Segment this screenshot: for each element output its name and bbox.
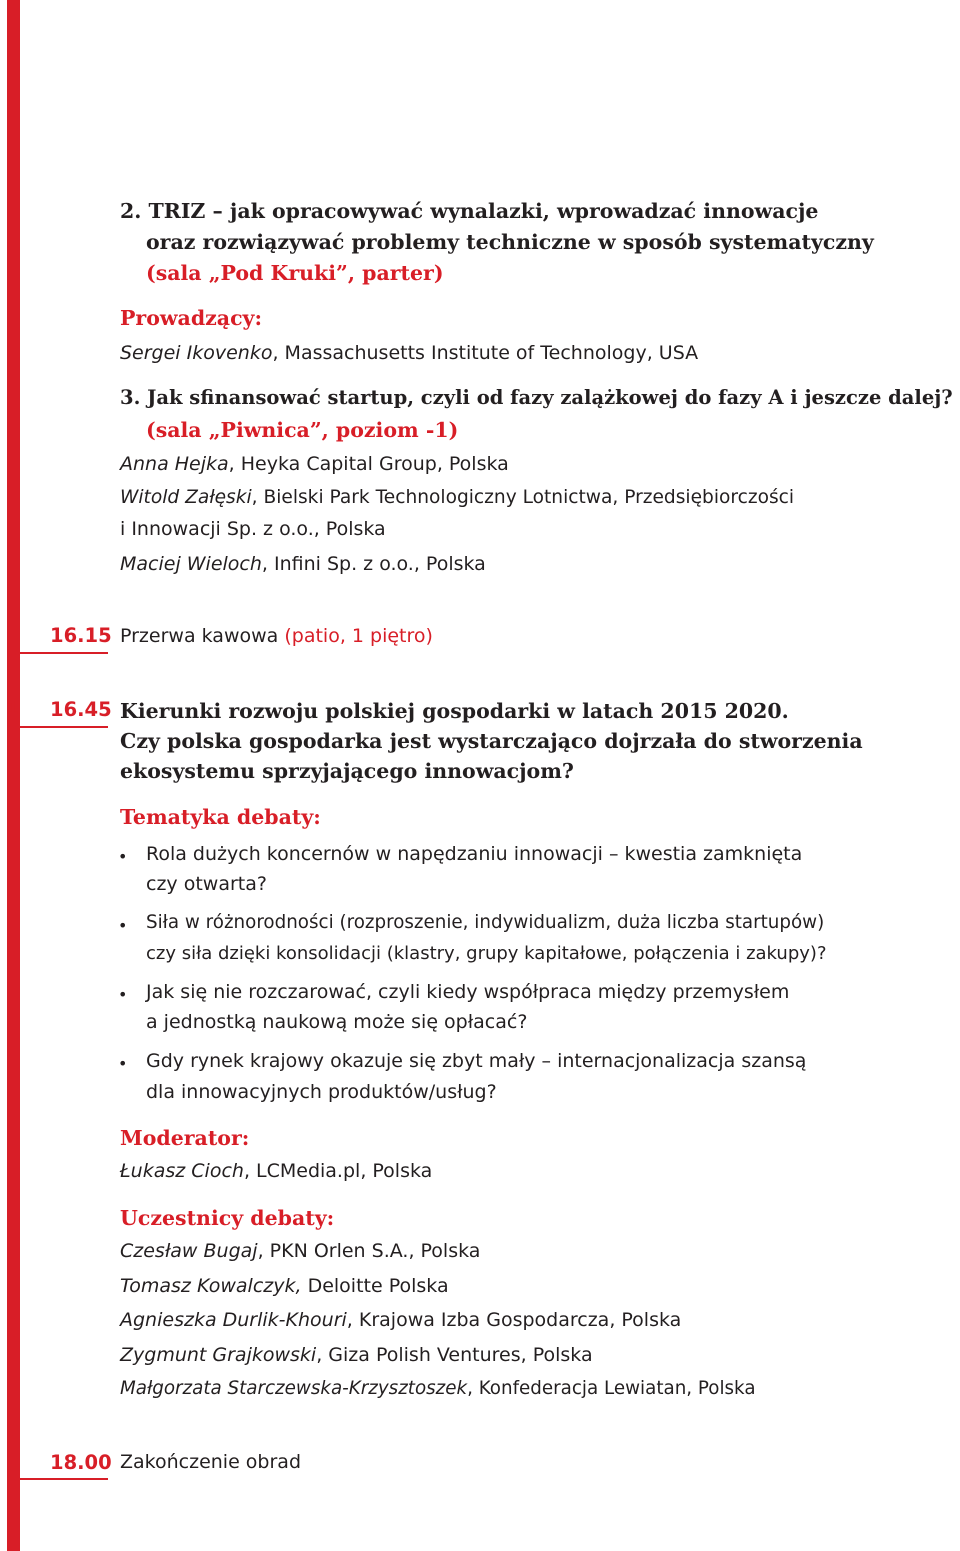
person-name: Łukasz Cioch (120, 1160, 244, 1182)
person-name: Małgorzata Starczewska-Krzysztoszek (120, 1378, 468, 1399)
topic-4-line2: dla innowacyjnych produktów/usług? (146, 1081, 497, 1103)
person-name: Tomasz Kowalczyk, (120, 1275, 302, 1297)
participant (120, 1275, 449, 1297)
session-2-lead (120, 342, 698, 364)
session-2-title-line1: 2. TRIZ – jak opracowywać wynalazki, wprowadzać innowacje (120, 199, 819, 223)
session-2-title-line2: oraz rozwiązywać problemy techniczne w sposób systematyczny (146, 230, 874, 254)
topic-4-line1: Gdy rynek krajowy okazuje się zbyt mały – internacjonalizacja szansą (146, 1050, 807, 1072)
participant (120, 1344, 593, 1366)
speaker-3 (120, 553, 486, 575)
topic-1-line2: czy otwarta? (146, 873, 267, 895)
topic-1-line1: Rola dużych koncernów w napędzaniu innowacji – kwestia zamknięta (146, 843, 803, 865)
debate-title-line3: ekosystemu sprzyjającego innowacjom? (120, 759, 574, 783)
end-time: 18.00 (50, 1451, 112, 1474)
topic-3-line2: a jednostką naukową może się opłacać? (146, 1011, 528, 1033)
time-underline (20, 726, 108, 728)
person-name: Maciej Wieloch (120, 553, 262, 575)
time-underline (20, 1478, 108, 1480)
person-org: , Bielski Park Technologiczny Lotnictwa, Przedsiębiorczości (251, 487, 795, 508)
topics-label: Tematyka debaty: (120, 805, 321, 829)
debate-time: 16.45 (50, 698, 112, 721)
person-org: Deloitte Polska (301, 1275, 449, 1297)
break-label (120, 625, 433, 647)
bullet-icon: • (118, 916, 128, 935)
break-place: (patio, 1 piętro) (284, 625, 433, 647)
participant (120, 1378, 756, 1399)
moderator (120, 1160, 432, 1182)
moderator-label: Moderator: (120, 1126, 250, 1150)
accent-bar (7, 0, 20, 1551)
bullet-icon: • (118, 847, 128, 866)
person-name: Zygmunt Grajkowski (120, 1344, 317, 1366)
person-org: , Infini Sp. z o.o., Polska (261, 553, 486, 575)
person-name: Witold Załęski (120, 487, 252, 508)
debate-title-line1: Kierunki rozwoju polskiej gospodarki w latach 2015 2020. (120, 699, 789, 723)
person-org: , Konfederacja Lewiatan, Polska (467, 1378, 756, 1399)
session-3-title: 3. Jak sfinansować startup, czyli od fazy zalążkowej do fazy A i jeszcze dalej? (120, 386, 953, 409)
topic-2-line1: Siła w różnorodności (rozproszenie, indywidualizm, duża liczba startupów) (146, 912, 825, 933)
person-org: , PKN Orlen S.A., Polska (257, 1240, 481, 1262)
person-org: , LCMedia.pl, Polska (243, 1160, 433, 1182)
person-org: , Krajowa Izba Gospodarcza, Polska (346, 1309, 682, 1331)
topic-3-line1: Jak się nie rozczarować, czyli kiedy współpraca między przemysłem (146, 981, 790, 1003)
participants-label: Uczestnicy debaty: (120, 1206, 335, 1230)
page-number: 1 (6, 697, 20, 719)
end-label: Zakończenie obrad (120, 1451, 302, 1473)
person-name: Sergei Ikovenko (120, 342, 273, 364)
time-underline (20, 652, 108, 654)
person-org: , Heyka Capital Group, Polska (228, 453, 509, 475)
participant (120, 1309, 681, 1331)
speaker-1 (120, 453, 509, 475)
break-text: Przerwa kawowa (120, 625, 285, 647)
break-time: 16.15 (50, 624, 112, 647)
person-name: Agnieszka Durlik-Khouri (120, 1309, 347, 1331)
session-3-room: (sala „Piwnica”, poziom -1) (146, 418, 459, 442)
bullet-icon: • (118, 985, 128, 1004)
person-name: Czesław Bugaj (120, 1240, 258, 1262)
person-org: , Giza Polish Ventures, Polska (316, 1344, 593, 1366)
session-2-lead-label: Prowadzący: (120, 306, 263, 330)
speaker-2-org-cont: i Innowacji Sp. z o.o., Polska (120, 518, 386, 540)
speaker-2 (120, 487, 794, 508)
topic-2-line2: czy siła dzięki konsolidacji (klastry, grupy kapitałowe, połączenia i zakupy)? (146, 943, 827, 964)
debate-title-line2: Czy polska gospodarka jest wystarczająco dojrzała do stworzenia (120, 729, 863, 753)
session-2-room: (sala „Pod Kruki”, parter) (146, 261, 444, 285)
person-name: Anna Hejka (120, 453, 229, 475)
participant (120, 1240, 480, 1262)
person-org: , Massachusetts Institute of Technology, USA (272, 342, 699, 364)
bullet-icon: • (118, 1054, 128, 1073)
